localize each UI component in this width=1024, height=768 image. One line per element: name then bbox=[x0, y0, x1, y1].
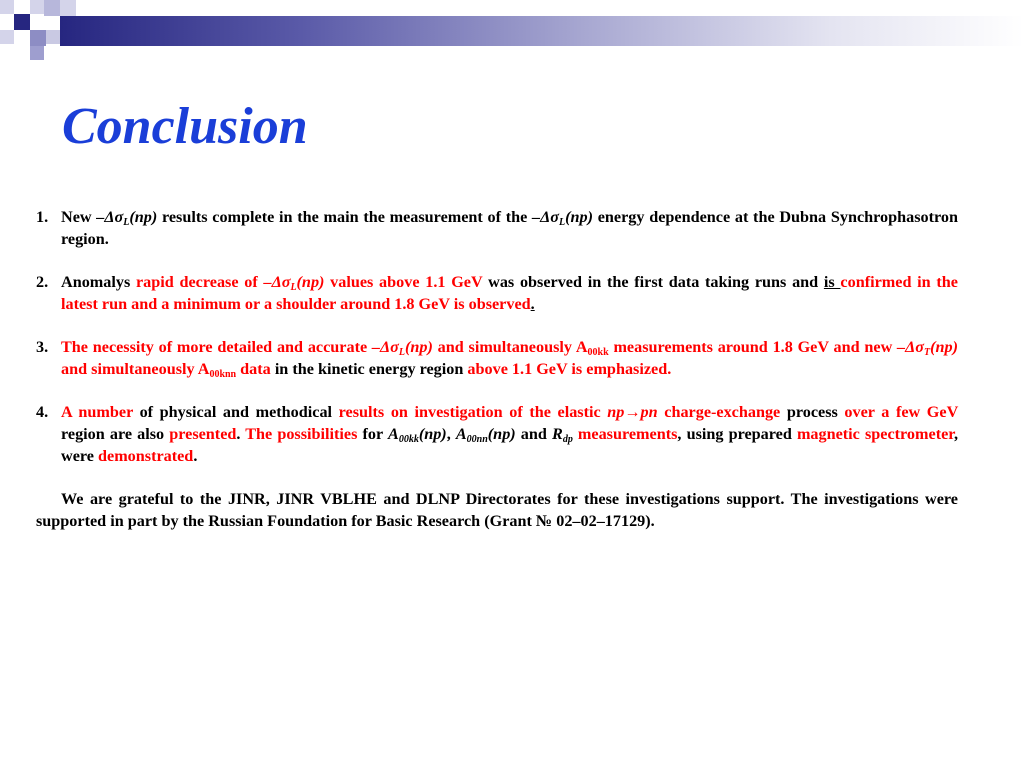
underlined-text: is bbox=[823, 273, 841, 291]
highlight-text: and simultaneously $A_{00knn}$ bbox=[61, 360, 237, 380]
highlight-text: measurements bbox=[572, 425, 678, 443]
underlined-text: . bbox=[530, 295, 535, 313]
highlight-text: data bbox=[236, 360, 271, 378]
text-segment: process bbox=[780, 403, 845, 421]
text-segment: of physical and methodical bbox=[132, 403, 339, 421]
highlight-text: results on investigation of the elastic bbox=[338, 403, 608, 421]
text-segment: . bbox=[193, 447, 198, 465]
formula-a00kk: $A_{00kk}(np)$ bbox=[388, 425, 447, 445]
text-segment: results complete in the main the measurement of the bbox=[157, 208, 533, 226]
text-segment: region are also bbox=[61, 425, 170, 443]
formula-delta-sigma: $-\Delta\sigma_L(np)$ bbox=[263, 273, 325, 293]
item-number: 1. bbox=[36, 208, 49, 226]
deco-square-light bbox=[30, 0, 44, 14]
item-number: 4. bbox=[36, 403, 49, 421]
conclusion-item-2 bbox=[36, 271, 958, 315]
highlight-text: A number bbox=[61, 403, 133, 421]
item-number: 3. bbox=[36, 338, 49, 356]
formula-delta-sigma: $-\Delta\sigma_L(np)$ bbox=[96, 208, 158, 228]
conclusion-item-3 bbox=[36, 336, 958, 380]
text-segment: was observed in the first data taking runs and bbox=[482, 273, 824, 291]
text-segment: in the kinetic energy region bbox=[270, 360, 468, 378]
conclusion-item-1 bbox=[36, 206, 958, 250]
slide-body bbox=[36, 206, 958, 532]
deco-square-dark bbox=[14, 14, 30, 30]
deco-square-light bbox=[0, 30, 14, 44]
deco-square-mid bbox=[30, 30, 46, 46]
highlight-text: over a few GeV bbox=[844, 403, 958, 421]
formula-a00nn: $A_{00nn}(np)$ bbox=[455, 425, 516, 445]
text-segment: , bbox=[446, 425, 456, 443]
text-segment: , using prepared bbox=[677, 425, 797, 443]
text-segment: New bbox=[61, 208, 97, 226]
text-segment: and bbox=[515, 425, 552, 443]
highlight-text: The possibilities bbox=[245, 425, 358, 443]
gradient-bar bbox=[60, 16, 1024, 46]
deco-square-mid bbox=[44, 0, 60, 16]
highlight-text: presented bbox=[169, 425, 237, 443]
text-segment: energy dependence at the Dubna Synchrophasotron region. bbox=[61, 208, 959, 248]
formula-rdp: $R_{dp}$ bbox=[552, 425, 573, 445]
item-number: 2. bbox=[36, 273, 49, 291]
header-decoration bbox=[0, 0, 1024, 64]
highlight-text: above 1.1 GeV is emphasized. bbox=[467, 360, 672, 378]
highlight-text: charge-exchange bbox=[657, 403, 781, 421]
deco-square-light bbox=[0, 0, 14, 14]
formula-delta-sigma: $-\Delta\sigma_L(np)$ bbox=[371, 338, 433, 358]
formula-delta-sigma: $-\Delta\sigma_L(np)$ bbox=[532, 208, 594, 228]
text-segment: , were bbox=[61, 425, 959, 465]
highlight-text: rapid decrease of bbox=[135, 273, 264, 291]
deco-square-mid bbox=[30, 46, 44, 60]
highlight-text: and simultaneously $A_{00kk}$ bbox=[432, 338, 609, 358]
formula-np-pn: np→pn bbox=[607, 403, 658, 421]
highlight-text: The necessity of more detailed and accurate bbox=[61, 338, 372, 356]
deco-square-light bbox=[46, 30, 60, 44]
highlight-text: measurements around 1.8 GeV and new bbox=[608, 338, 898, 356]
highlight-text: values above 1.1 GeV bbox=[324, 273, 483, 291]
highlight-text: confirmed in the latest run and a minimum or a shoulder around 1.8 GeV is observed bbox=[61, 273, 958, 313]
acknowledgement-paragraph: We are grateful to the JINR, JINR VBLHE and DLNP Directorates for these investigations support. The investigations were supported in part by the Russian Foundation for Basic Research (Grant № 02–02–17129). bbox=[36, 490, 958, 530]
highlight-text: magnetic spectrometer bbox=[796, 425, 954, 443]
highlight-text: demonstrated bbox=[98, 447, 194, 465]
deco-square-light bbox=[60, 0, 76, 16]
text-segment: . bbox=[236, 425, 246, 443]
slide-title: Conclusion bbox=[62, 98, 308, 155]
text-segment: for bbox=[357, 425, 388, 443]
formula-delta-sigma: $-\Delta\sigma_T(np)$ bbox=[897, 338, 958, 358]
text-segment: Anomalys bbox=[61, 273, 136, 291]
conclusion-item-4 bbox=[36, 401, 958, 467]
